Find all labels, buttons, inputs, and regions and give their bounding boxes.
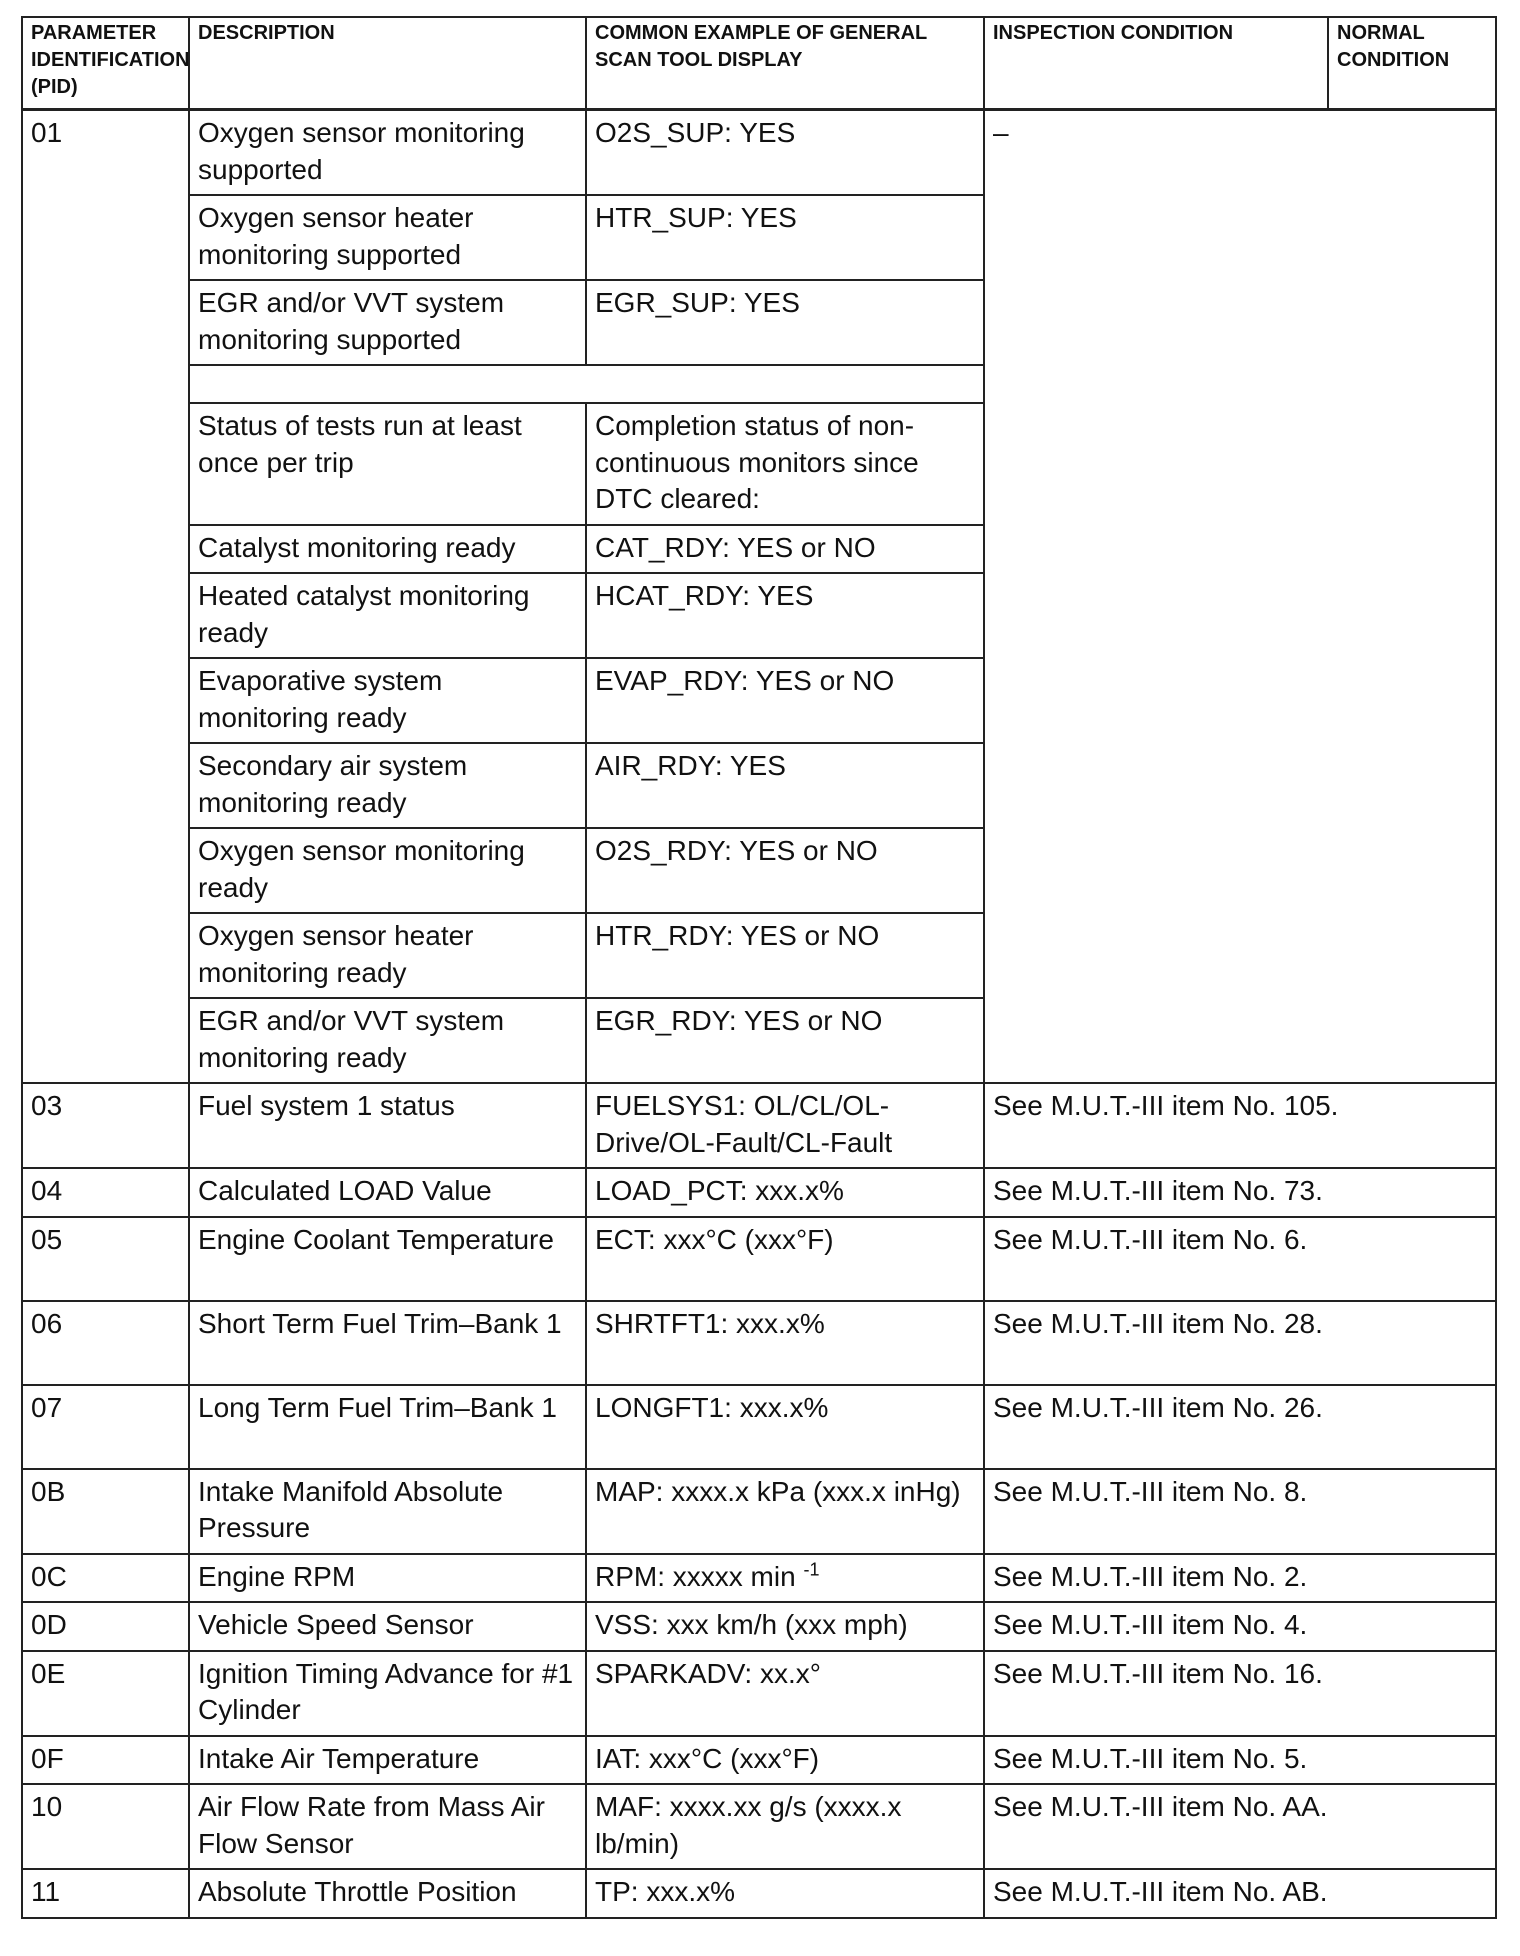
table-row	[22, 1217, 1496, 1301]
display-cell: HTR_SUP: YES	[586, 195, 984, 280]
display-cell: TP: xxx.x%	[586, 1869, 984, 1918]
pid-cell: 0C	[22, 1554, 189, 1603]
table-row	[22, 1168, 1496, 1217]
description-cell: Fuel system 1 status	[189, 1083, 586, 1168]
description-cell: Short Term Fuel Trim–Bank 1	[189, 1301, 586, 1385]
description-cell: Status of tests run at least once per trip	[189, 403, 586, 525]
table-row	[22, 1469, 1496, 1554]
inspection-cell: See M.U.T.-III item No. AB.	[984, 1869, 1496, 1918]
inspection-cell: See M.U.T.-III item No. 8.	[984, 1469, 1496, 1554]
pid-cell: 0D	[22, 1602, 189, 1651]
table-row	[22, 1736, 1496, 1785]
pid-cell: 0E	[22, 1651, 189, 1736]
display-cell: AIR_RDY: YES	[586, 743, 984, 828]
pid-cell: 11	[22, 1869, 189, 1918]
table-row	[22, 1083, 1496, 1168]
pid-cell: 07	[22, 1385, 189, 1469]
description-cell: Heated catalyst monitoring ready	[189, 573, 586, 658]
display-cell: HTR_RDY: YES or NO	[586, 913, 984, 998]
inspection-cell: See M.U.T.-III item No. 4.	[984, 1602, 1496, 1651]
description-cell: Absolute Throttle Position	[189, 1869, 586, 1918]
description-cell: Long Term Fuel Trim–Bank 1	[189, 1385, 586, 1469]
inspection-cell: See M.U.T.-III item No. 28.	[984, 1301, 1496, 1385]
table-row	[22, 110, 1496, 196]
pid-cell: 01	[22, 110, 189, 1084]
pid-table	[21, 16, 1497, 1919]
pid-cell: 04	[22, 1168, 189, 1217]
header-inspection: INSPECTION CONDITION	[984, 17, 1328, 110]
display-cell: VSS: xxx km/h (xxx mph)	[586, 1602, 984, 1651]
description-cell: Oxygen sensor heater monitoring supported	[189, 195, 586, 280]
table-row	[22, 1784, 1496, 1869]
table-row	[22, 1869, 1496, 1918]
display-cell: SHRTFT1: xxx.x%	[586, 1301, 984, 1385]
inspection-cell: See M.U.T.-III item No. 2.	[984, 1554, 1496, 1603]
description-cell: Engine RPM	[189, 1554, 586, 1603]
description-cell: Catalyst monitoring ready	[189, 525, 586, 574]
description-cell: Engine Coolant Temperature	[189, 1217, 586, 1301]
display-cell: EVAP_RDY: YES or NO	[586, 658, 984, 743]
display-cell: LOAD_PCT: xxx.x%	[586, 1168, 984, 1217]
display-cell: FUELSYS1: OL/CL/OL-Drive/OL-Fault/CL-Fault	[586, 1083, 984, 1168]
inspection-cell: See M.U.T.-III item No. 73.	[984, 1168, 1496, 1217]
description-cell: Calculated LOAD Value	[189, 1168, 586, 1217]
table-row	[22, 1385, 1496, 1469]
display-cell: EGR_SUP: YES	[586, 280, 984, 365]
inspection-cell: See M.U.T.-III item No. 26.	[984, 1385, 1496, 1469]
inspection-cell: See M.U.T.-III item No. 105.	[984, 1083, 1496, 1168]
display-cell: MAF: xxxx.xx g/s (xxxx.x lb/min)	[586, 1784, 984, 1869]
description-cell: Secondary air system monitoring ready	[189, 743, 586, 828]
rpm-unit-exponent: -1	[803, 1559, 820, 1580]
description-cell: Vehicle Speed Sensor	[189, 1602, 586, 1651]
rpm-display-text: RPM: xxxxx min	[595, 1560, 796, 1592]
table-row	[22, 1301, 1496, 1385]
inspection-cell: –	[984, 110, 1496, 1084]
display-cell: O2S_RDY: YES or NO	[586, 828, 984, 913]
description-cell: EGR and/or VVT system monitoring ready	[189, 998, 586, 1083]
pid-cell: 05	[22, 1217, 189, 1301]
display-cell: O2S_SUP: YES	[586, 110, 984, 196]
table-row	[22, 1602, 1496, 1651]
description-cell: Oxygen sensor heater monitoring ready	[189, 913, 586, 998]
display-cell: IAT: xxx°C (xxx°F)	[586, 1736, 984, 1785]
display-cell: SPARKADV: xx.x°	[586, 1651, 984, 1736]
inspection-cell: See M.U.T.-III item No. 6.	[984, 1217, 1496, 1301]
header-pid: PARAMETER IDENTIFICATION (PID)	[22, 17, 189, 110]
display-cell: CAT_RDY: YES or NO	[586, 525, 984, 574]
pid-cell: 0F	[22, 1736, 189, 1785]
description-cell: Oxygen sensor monitoring ready	[189, 828, 586, 913]
display-cell: Completion status of non-continuous monitors since DTC cleared:	[586, 403, 984, 525]
display-cell: EGR_RDY: YES or NO	[586, 998, 984, 1083]
inspection-cell: See M.U.T.-III item No. 16.	[984, 1651, 1496, 1736]
description-cell: Evaporative system monitoring ready	[189, 658, 586, 743]
display-cell: ECT: xxx°C (xxx°F)	[586, 1217, 984, 1301]
header-row	[22, 17, 1496, 110]
inspection-cell: See M.U.T.-III item No. 5.	[984, 1736, 1496, 1785]
pid-cell: 03	[22, 1083, 189, 1168]
pid-cell: 0B	[22, 1469, 189, 1554]
display-cell: LONGFT1: xxx.x%	[586, 1385, 984, 1469]
table-row	[22, 1651, 1496, 1736]
description-cell: Ignition Timing Advance for #1 Cylinder	[189, 1651, 586, 1736]
table-row	[22, 1554, 1496, 1603]
display-cell	[586, 1554, 984, 1603]
pid-cell: 06	[22, 1301, 189, 1385]
header-normal: NORMAL CONDITION	[1328, 17, 1496, 110]
description-cell: Intake Air Temperature	[189, 1736, 586, 1785]
header-description: DESCRIPTION	[189, 17, 586, 110]
display-cell: HCAT_RDY: YES	[586, 573, 984, 658]
description-cell: Oxygen sensor monitoring supported	[189, 110, 586, 196]
display-cell: MAP: xxxx.x kPa (xxx.x inHg)	[586, 1469, 984, 1554]
header-scan-tool: COMMON EXAMPLE OF GENERAL SCAN TOOL DISPLAY	[586, 17, 984, 110]
blank-cell	[189, 365, 984, 403]
inspection-cell: See M.U.T.-III item No. AA.	[984, 1784, 1496, 1869]
description-cell: Intake Manifold Absolute Pressure	[189, 1469, 586, 1554]
description-cell: EGR and/or VVT system monitoring supported	[189, 280, 586, 365]
description-cell: Air Flow Rate from Mass Air Flow Sensor	[189, 1784, 586, 1869]
pid-cell: 10	[22, 1784, 189, 1869]
